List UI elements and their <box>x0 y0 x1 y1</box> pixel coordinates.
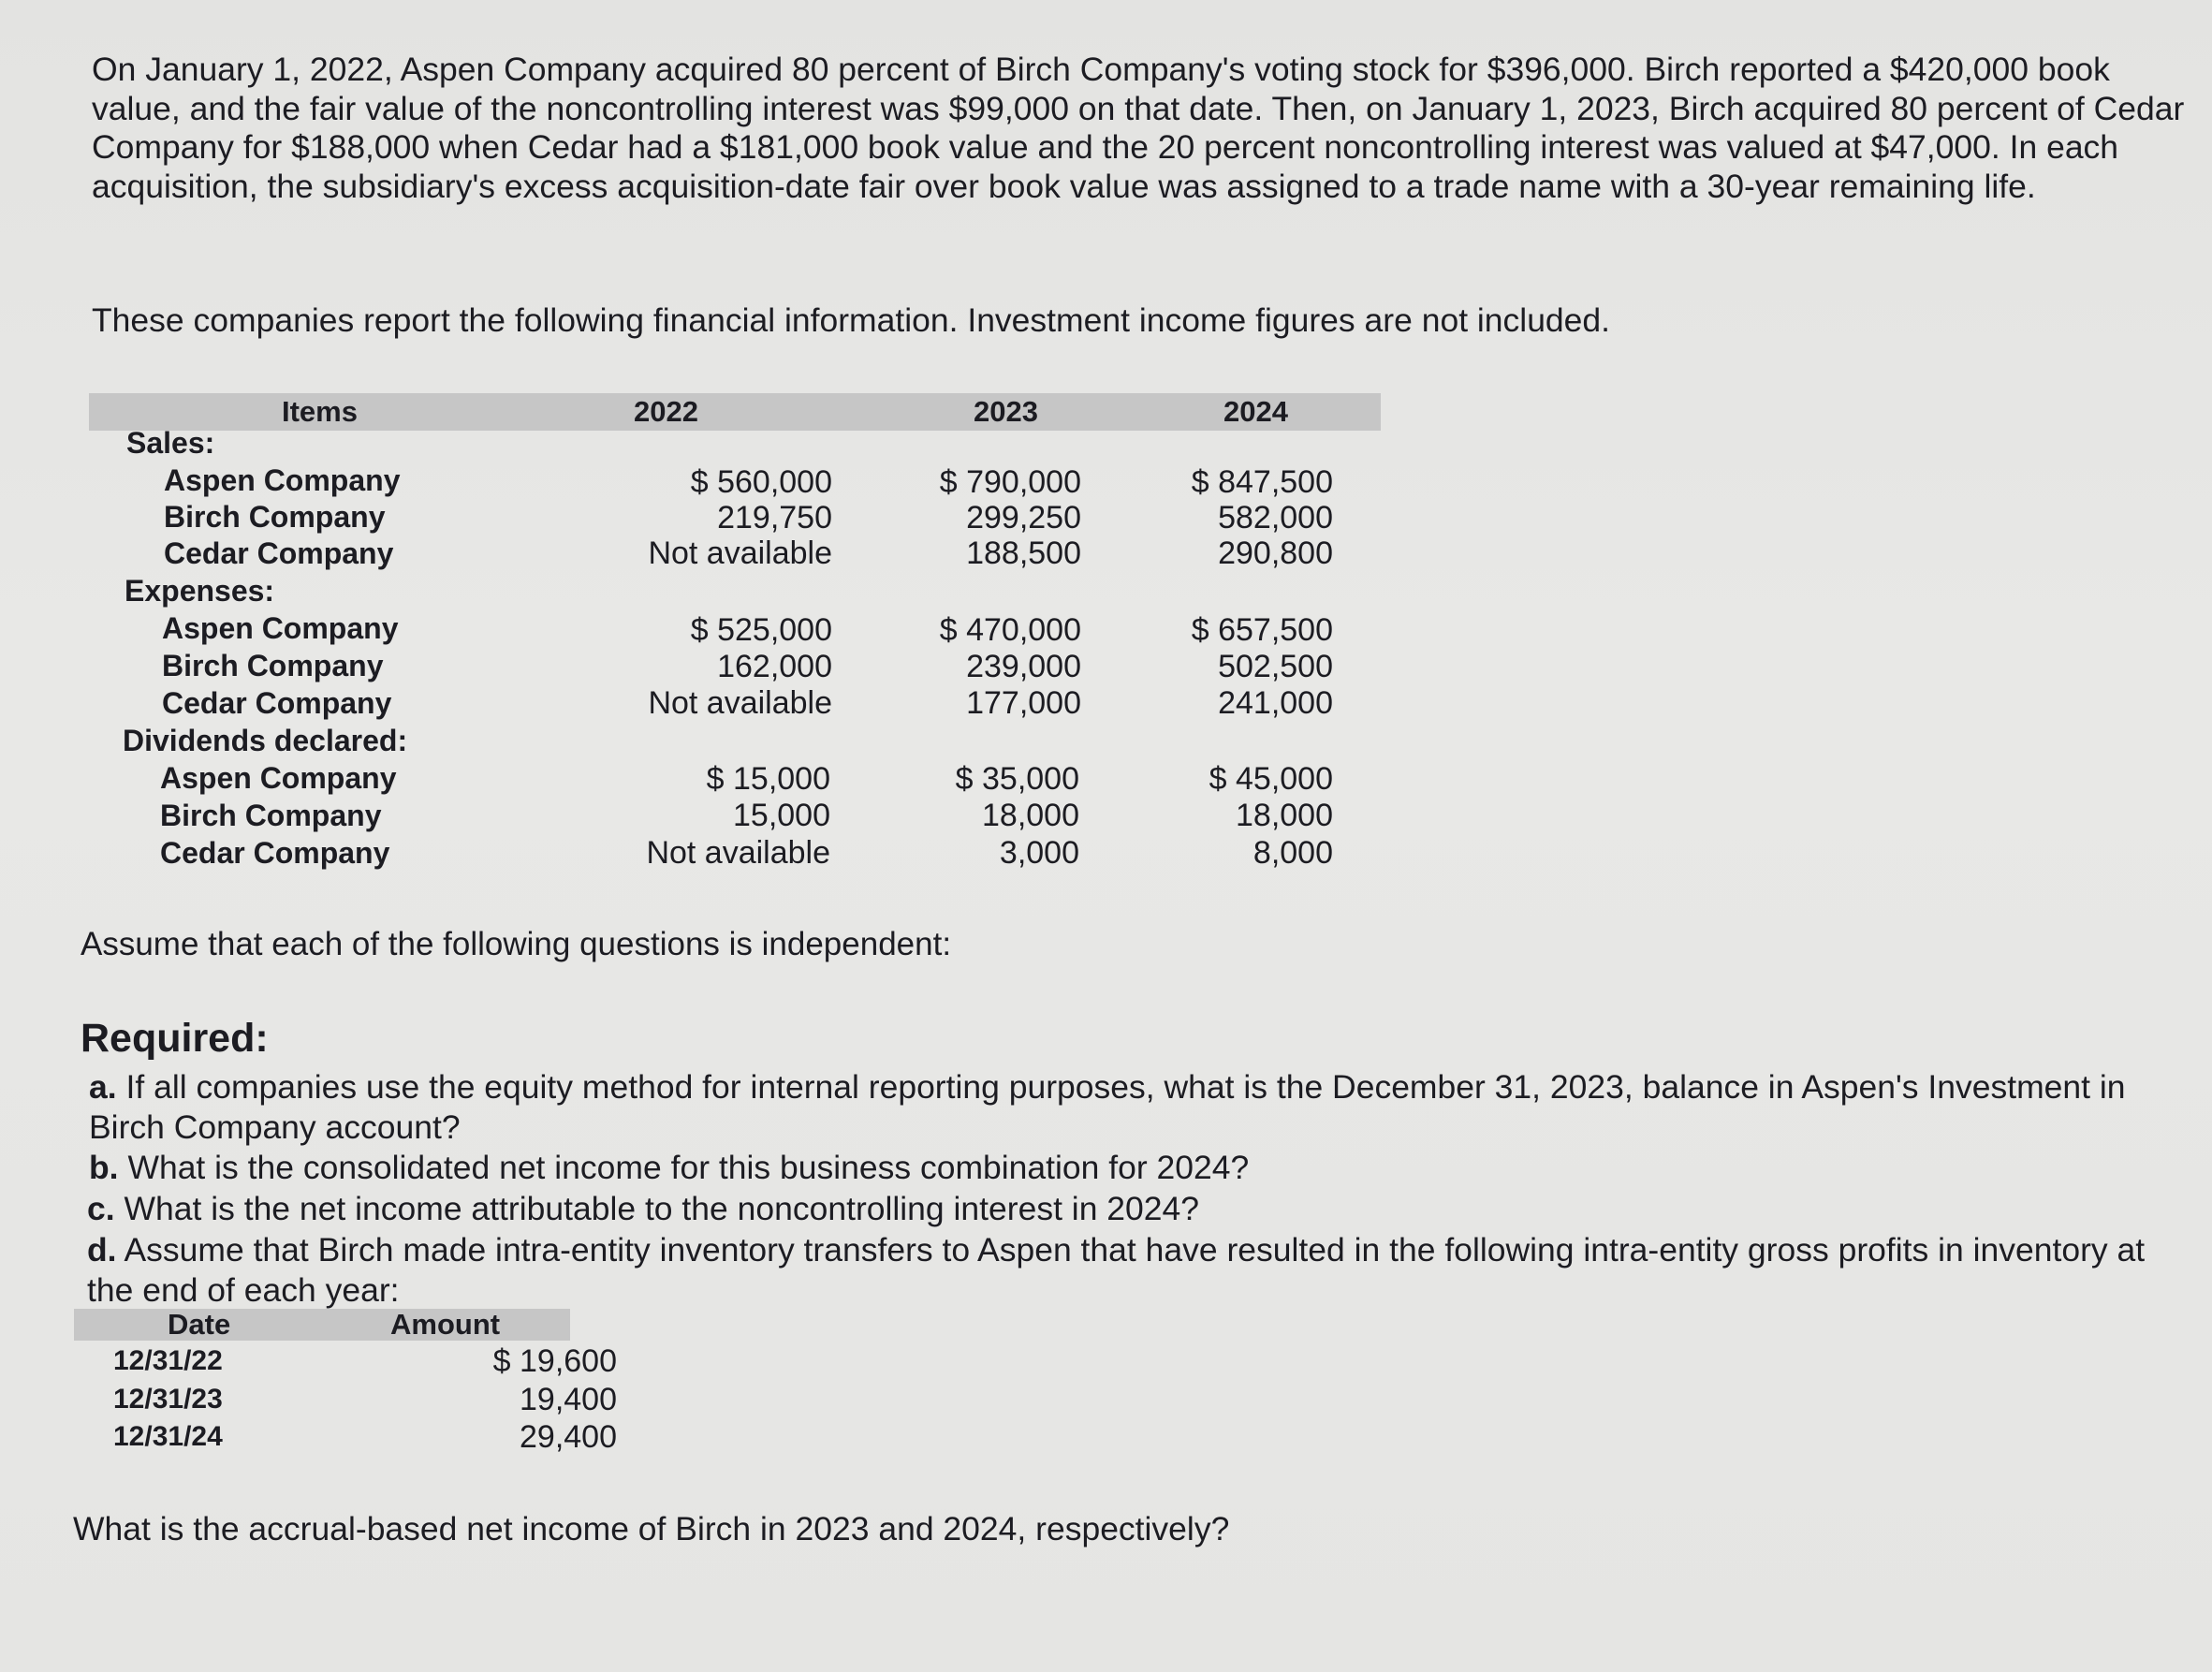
question-text: What is the net income attributable to the noncontrolling interest in 2024? <box>124 1190 1200 1227</box>
financial-table <box>89 393 1381 880</box>
table-cell: 502,500 <box>1218 649 1333 684</box>
gp-date-cell: 12/31/22 <box>113 1345 223 1376</box>
table-cell: $ 560,000 <box>690 464 832 500</box>
table-cell: 162,000 <box>717 649 832 684</box>
table-cell: 3,000 <box>999 835 1079 871</box>
assumption-note: Assume that each of the following questions is independent: <box>81 926 952 962</box>
gp-amount-cell: 29,400 <box>520 1419 617 1455</box>
table-cell: $ 470,000 <box>939 612 1081 648</box>
table-cell: 290,800 <box>1218 535 1333 571</box>
question-text: Assume that Birch made intra-entity inventory transfers to Aspen that have resulted in the following intra-entity gross profits in inventory at the end of each year: <box>87 1231 2146 1309</box>
company-name: Aspen Company <box>162 611 399 645</box>
question-label: b. <box>89 1149 119 1186</box>
question-c <box>87 1189 1199 1229</box>
question-b <box>89 1148 1249 1188</box>
table-cell: Not available <box>646 835 830 871</box>
gp-amount-cell: $ 19,600 <box>492 1343 617 1379</box>
table-cell: $ 657,500 <box>1191 612 1333 648</box>
question-d <box>87 1230 2184 1311</box>
table-cell: 188,500 <box>966 535 1081 571</box>
intro-paragraph: On January 1, 2022, Aspen Company acquired 80 percent of Birch Company's voting stock for $396,000. Birch reported a $420,000 book value, and the fair value of the noncontrolling interest was $99,000 on that date. Then, on January 1, 2023, Birch acquired 80 percent of Cedar Company for $188,000 when Cedar had a $181,000 book value and the 20 percent noncontrolling interest was valued at $47,000. In each acquisition, the subsidiary's excess acquisition-date fair over book value was assigned to a trade name with a 30-year remaining life. <box>92 51 2185 205</box>
group-label-sales: Sales: <box>126 426 215 460</box>
table-cell: 177,000 <box>966 685 1081 721</box>
header-2024: 2024 <box>1223 395 1288 428</box>
gp-date-cell: 12/31/24 <box>113 1421 223 1452</box>
company-name: Cedar Company <box>162 686 392 720</box>
table-cell: 18,000 <box>982 798 1079 833</box>
question-text: If all companies use the equity method for internal reporting purposes, what is the December 31, 2023, balance in Aspen's Investment in Birch Company account? <box>89 1068 2126 1146</box>
table-note: These companies report the following financial information. Investment income figures are not included. <box>92 301 1611 339</box>
question-label: c. <box>87 1190 115 1227</box>
question-label: a. <box>89 1068 117 1106</box>
table-cell: 582,000 <box>1218 500 1333 535</box>
table-cell: 299,250 <box>966 500 1081 535</box>
company-name: Aspen Company <box>164 463 401 497</box>
table-cell: 8,000 <box>1252 835 1333 871</box>
table-cell: $ 15,000 <box>706 761 830 797</box>
final-question: What is the accrual-based net income of Birch in 2023 and 2024, respectively? <box>73 1510 1230 1547</box>
header-amount: Amount <box>390 1308 501 1341</box>
header-date: Date <box>168 1308 231 1341</box>
table-cell: 239,000 <box>966 649 1081 684</box>
table-cell: $ 790,000 <box>939 464 1081 500</box>
header-2022: 2022 <box>634 395 698 428</box>
table-cell: $ 847,500 <box>1191 464 1333 500</box>
company-name: Cedar Company <box>160 836 390 870</box>
company-name: Birch Company <box>164 500 386 534</box>
question-label: d. <box>87 1231 117 1269</box>
table-cell: 18,000 <box>1236 798 1333 833</box>
question-text: What is the consolidated net income for this business combination for 2024? <box>127 1149 1250 1186</box>
gross-profit-table <box>74 1308 617 1459</box>
company-name: Cedar Company <box>164 536 394 570</box>
group-label-dividends: Dividends declared: <box>123 724 408 757</box>
required-heading: Required: <box>81 1016 269 1061</box>
company-name: Birch Company <box>160 799 382 832</box>
company-name: Birch Company <box>162 649 384 682</box>
table-cell: $ 45,000 <box>1209 761 1333 797</box>
table-cell: $ 525,000 <box>690 612 832 648</box>
table-cell: 241,000 <box>1218 685 1333 721</box>
table-cell: Not available <box>648 685 832 721</box>
header-items: Items <box>282 395 358 428</box>
table-cell: $ 35,000 <box>955 761 1079 797</box>
header-2023: 2023 <box>974 395 1038 428</box>
table-cell: Not available <box>648 535 832 571</box>
gp-amount-cell: 19,400 <box>520 1382 617 1417</box>
group-label-expenses: Expenses: <box>125 574 275 608</box>
question-a <box>89 1067 2167 1148</box>
company-name: Aspen Company <box>160 761 397 795</box>
table-cell: 15,000 <box>733 798 830 833</box>
gp-date-cell: 12/31/23 <box>113 1384 223 1415</box>
table-cell: 219,750 <box>717 500 832 535</box>
